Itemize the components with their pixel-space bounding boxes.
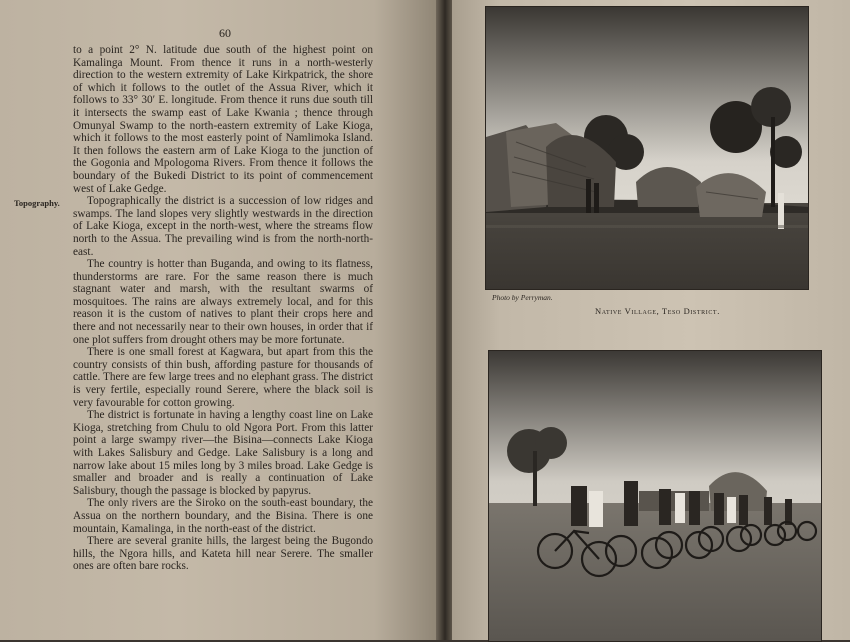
paragraph: to a point 2° N. latitude due south of the highest point on Kamalinga Mount. From thence it runs in a north-westerly direction to the western extremity of Lake Kirkpatrick, the shore of which it follows to the outlet of the Assua River, which it follows to 33° 30′ E. longitude. From thence it runs due south till it intersects the swamp east of Lake Kwania ; thence through Omunyal Swamp to the north-eastern extremity of Lake Kioga, which it follows to the most easterly point of Namlimoka Island. It then follows the eastern arm of Lake Kioga to the junction of the Gogonia and Mpologoma Rivers. From thence it follows the boundary of the Bukedi District to its point of commencement west of Lake Gedge. bbox=[73, 44, 373, 195]
cyclists-photo bbox=[488, 350, 822, 642]
paragraph: The district is fortunate in having a lengthy coast line on Lake Kioga, stretching from Chulu to old Ngora Port. From this latter point a large swampy river—the Bisina—connects Lake Kioga with Lakes Salisbury and Gedge. Lake Salisbury is a long and narrow lake about 15 miles long by 3 miles broad. Lake Gedge is smaller and broader and is really a continuation of Lake Salisbury, though the passage is blocked by papyrus. bbox=[73, 409, 373, 497]
paragraph: Topographically the district is a succession of low ridges and swamps. The land slopes very slightly westwards in the direction of Lake Kioga, except in the north-west, where the streams flow north to the Assua. The prevailing wind is from the north-north-east. bbox=[73, 195, 373, 258]
margin-note: Topography. bbox=[14, 198, 60, 208]
paragraph: The only rivers are the Siroko on the south-east boundary, the Assua on the northern boundary, and the Bisina. There is one mountain, Kamalinga, in the north-east of the district. bbox=[73, 497, 373, 535]
village-photo bbox=[485, 6, 809, 290]
body-text bbox=[73, 44, 373, 573]
paragraph: The country is hotter than Buganda, and owing to its flatness, thunderstorms are rare. For the same reason there is much stagnant water and marsh, with the resultant swarms of mosquitoes. The rains are always extremely local, and for this reason it is the custom of natives to plant their crops here and there and not necessarily near to their own houses, in order that if one plot suffers from drought others may be more fortunate. bbox=[73, 258, 373, 346]
photo-credit: Photo by Perryman. bbox=[492, 293, 553, 302]
page-number: 60 bbox=[219, 26, 231, 40]
photo-caption: Native Village, Teso District. bbox=[595, 306, 720, 316]
paragraph: There is one small forest at Kagwara, but apart from this the country consists of thin bush, affording pasture for thousands of cattle. There are few large trees and no elephant grass. The district is very fertile, especially round Serere, where the black soil is very favourable for cotton growing. bbox=[73, 346, 373, 409]
paragraph: There are several granite hills, the largest being the Bugondo hills, the Ngora hills, and Kateta hill near Serere. The smaller ones are often bare rocks. bbox=[73, 535, 373, 573]
